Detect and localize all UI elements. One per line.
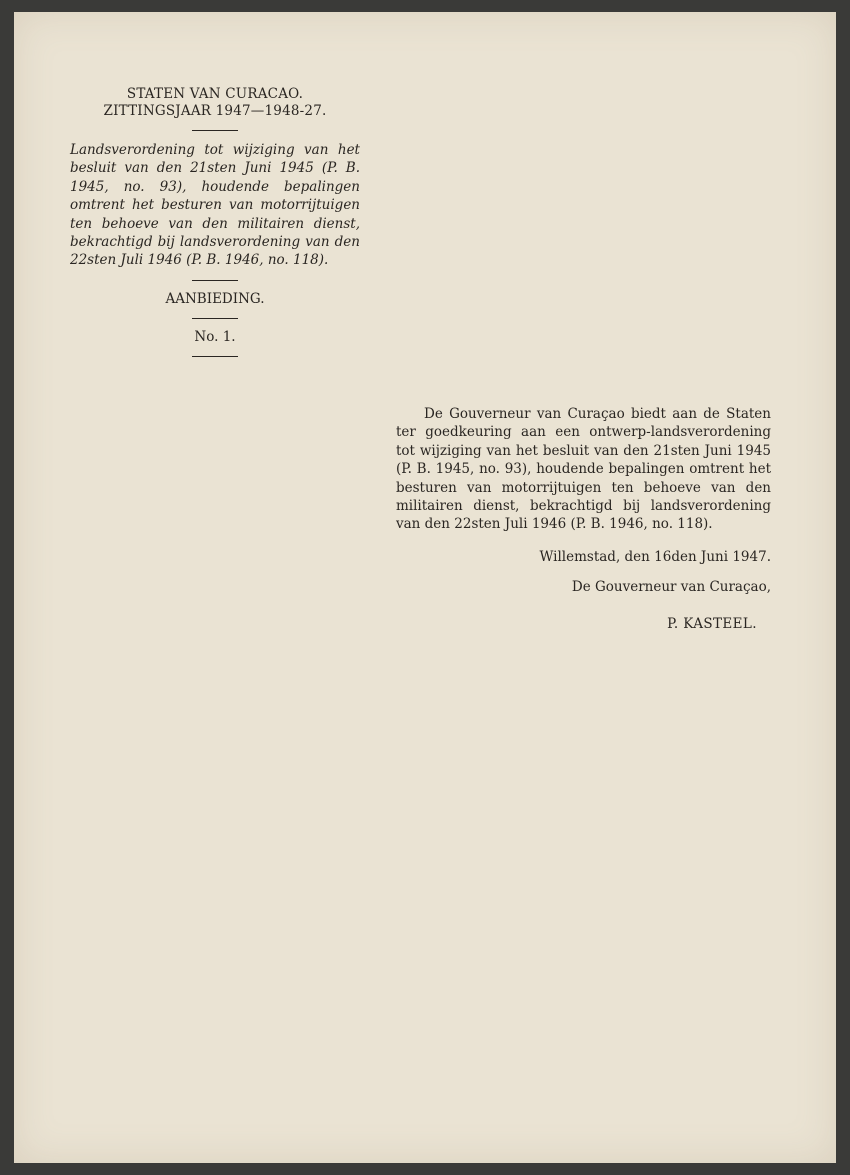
header-line-1: STATEN VAN CURACAO. [126, 86, 304, 102]
signoff-line: De Gouverneur van Curaçao, [571, 579, 771, 596]
place-date: Willemstad, den 16den Juni 1947. [539, 548, 771, 565]
number-label: No. 1. [194, 328, 236, 345]
divider-rule [192, 130, 238, 131]
presentation-text: De Gouverneur van Curaçao biedt aan de Staten ter goedkeuring aan een ontwerp-landsverordening tot wijziging van het besluit van den 21sten Juni 1945 (P. B. 1945, no. 93), houdende bepalingen omtrent het besturen van motorrijtuigen ten behoeve van den militairen dienst, bekrachtigd bij landsverordening van den 22sten Juli 1946 (P. B. 1946, no. 118). [396, 406, 771, 533]
document-page [14, 12, 836, 1163]
header-line-2: ZITTINGSJAAR 1947—1948-27. [103, 103, 327, 119]
divider-rule [192, 318, 238, 319]
left-column [70, 86, 360, 367]
divider-rule [192, 356, 238, 357]
ordinance-title: Landsverordening tot wijziging van het besluit van den 21sten Juni 1945 (P. B. 1945, no. 93), houdende bepalingen omtrent het besturen van motorrijtuigen ten behoeve van den militairen dienst, bekrachtigd bij landsverordening van den 22sten Juli 1946 (P. B. 1946, no. 118). [70, 142, 360, 269]
signatory-name: P. KASTEEL. [667, 615, 757, 632]
divider-rule [192, 280, 238, 281]
right-column [396, 405, 771, 633]
section-label: AANBIEDING. [165, 290, 265, 307]
